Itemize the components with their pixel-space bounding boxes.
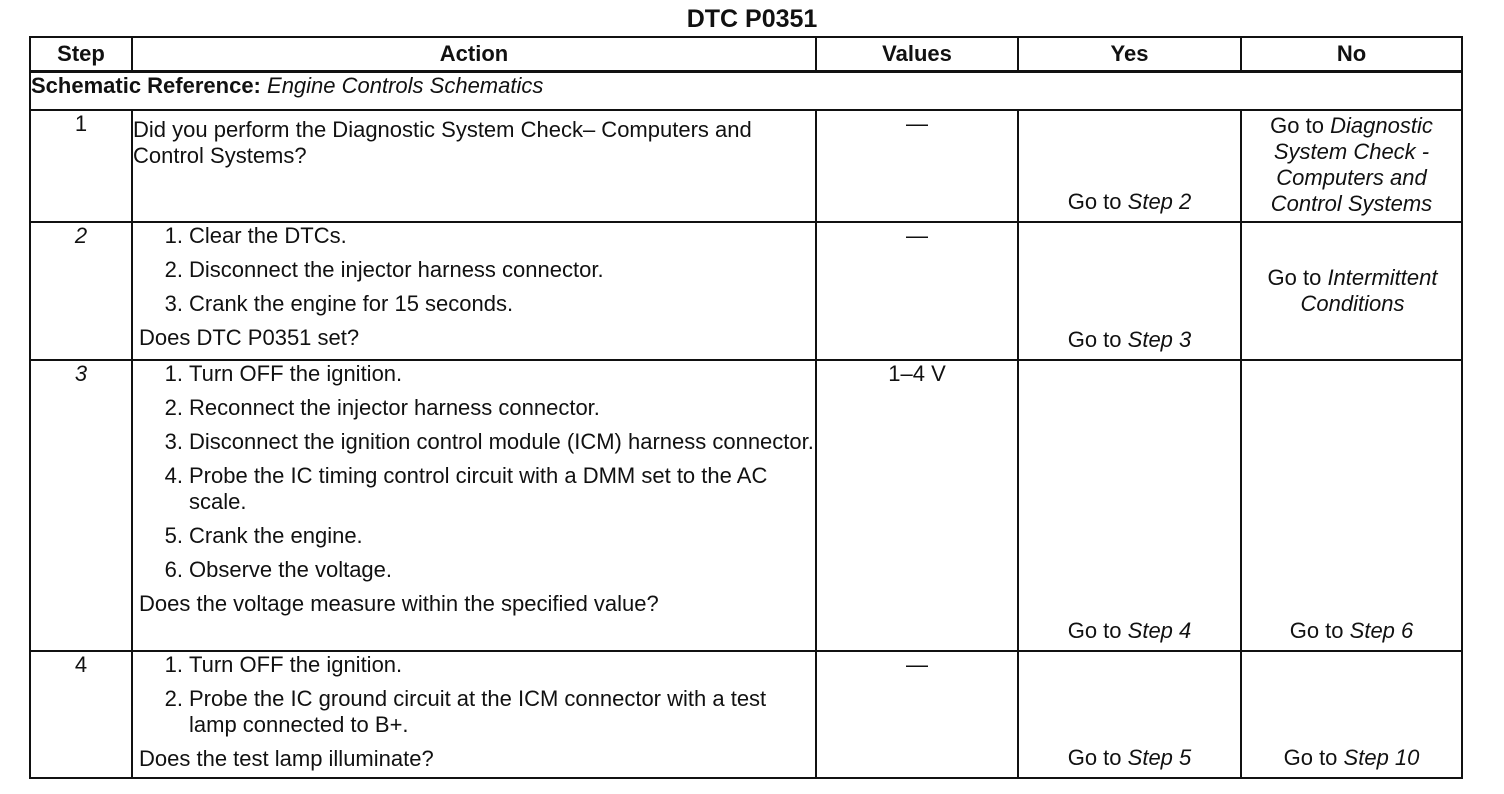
list-item [164,557,815,583]
yes-goto-prefix: Go to [1067,618,1122,643]
no-goto-target-line1: Diagnostic System Check - [1273,113,1433,164]
action-cell [132,360,816,651]
no-goto[interactable] [1246,113,1457,217]
item-text: Observe the voltage. [189,557,393,582]
item-number: 2. [164,257,183,282]
header-no: No [1241,37,1462,72]
step-number: 4 [30,651,132,778]
list-item [164,361,815,387]
yes-goto[interactable] [1019,327,1240,353]
no-goto[interactable] [1242,618,1461,644]
item-text: Reconnect the injector harness connector. [189,395,600,420]
no-goto-prefix: Go to [1267,265,1322,290]
item-text: Probe the IC timing control circuit with a DMM set to the AC scale. [189,463,768,514]
yes-goto-target: Step 5 [1127,745,1192,770]
item-number: 2. [164,686,183,711]
action-steps [133,223,815,317]
table-row [30,360,1462,651]
header-step: Step [30,37,132,72]
header-row [30,37,1462,72]
table-row [30,222,1462,360]
no-goto-prefix: Go to [1270,113,1324,138]
list-item [164,429,815,455]
item-text: Clear the DTCs. [189,223,347,248]
no-goto-prefix: Go to [1289,618,1344,643]
item-text: Probe the IC ground circuit at the ICM connector with a test lamp connected to B+. [189,686,767,737]
schematic-reference-label: Schematic Reference: [31,73,261,98]
item-number: 2. [164,395,183,420]
item-number: 4. [164,463,183,488]
item-number: 3. [164,429,183,454]
values-cell [816,110,1018,222]
list-item [164,291,815,317]
schematic-reference [30,72,1462,111]
table-row [30,651,1462,778]
yes-cell [1018,360,1241,651]
action-cell [132,110,816,222]
yes-goto-prefix: Go to [1067,189,1122,214]
no-cell [1241,222,1462,360]
values-text: — [906,111,928,136]
item-text: Disconnect the ignition control module (ICM) harness connector. [189,429,814,454]
list-item [164,223,815,249]
no-goto-target-line2: Computers and Control Systems [1270,165,1433,216]
no-goto-target: Step 10 [1343,745,1420,770]
action-cell [132,651,816,778]
yes-goto[interactable] [1019,618,1240,644]
list-item [164,395,815,421]
page-title: DTC P0351 [686,5,818,33]
yes-cell [1018,222,1241,360]
action-question: Does the test lamp illuminate? [139,746,434,771]
list-item [164,257,815,283]
list-item [164,652,815,678]
yes-cell [1018,110,1241,222]
values-text: — [906,652,928,677]
item-text: Turn OFF the ignition. [189,652,403,677]
action-question: Did you perform the Diagnostic System Check– Computers and Control Systems? [133,117,752,168]
yes-goto[interactable] [1019,745,1240,771]
values-text: — [906,223,928,248]
header-values: Values [816,37,1018,72]
header-action: Action [132,37,816,72]
no-goto-target: Intermittent Conditions [1300,265,1438,316]
no-cell [1241,360,1462,651]
values-cell [816,651,1018,778]
item-number: 5. [164,523,183,548]
no-cell [1241,110,1462,222]
item-number: 1. [164,652,183,677]
item-text: Crank the engine. [189,523,363,548]
item-number: 1. [164,361,183,386]
header-yes: Yes [1018,37,1241,72]
list-item [164,463,815,515]
no-cell [1241,651,1462,778]
yes-goto-target: Step 3 [1127,327,1192,352]
action-question: Does DTC P0351 set? [139,325,360,350]
yes-goto-prefix: Go to [1067,745,1122,770]
item-number: 3. [164,291,183,316]
item-number: 6. [164,557,183,582]
no-goto-target: Step 6 [1349,618,1414,643]
schematic-reference-row [30,72,1462,111]
yes-cell [1018,651,1241,778]
values-cell [816,360,1018,651]
yes-goto-target: Step 4 [1127,618,1192,643]
item-number: 1. [164,223,183,248]
action-cell [132,222,816,360]
values-cell [816,222,1018,360]
action-steps [133,652,815,738]
step-number: 2 [30,222,132,360]
yes-goto[interactable] [1019,189,1240,215]
yes-goto-prefix: Go to [1067,327,1122,352]
yes-goto-target: Step 2 [1127,189,1192,214]
list-item [164,523,815,549]
values-text: 1–4 V [888,361,946,386]
schematic-reference-link[interactable]: Engine Controls Schematics [267,73,544,98]
no-goto[interactable] [1248,265,1457,317]
action-question: Does the voltage measure within the specified value? [139,591,659,616]
step-number: 1 [30,110,132,222]
list-item [164,686,815,738]
no-goto-prefix: Go to [1283,745,1338,770]
action-steps [133,361,815,583]
item-text: Crank the engine for 15 seconds. [189,291,514,316]
diagnostic-table [29,36,1463,779]
no-goto[interactable] [1242,745,1461,771]
step-number: 3 [30,360,132,651]
item-text: Disconnect the injector harness connector. [189,257,604,282]
item-text: Turn OFF the ignition. [189,361,403,386]
table-row [30,110,1462,222]
